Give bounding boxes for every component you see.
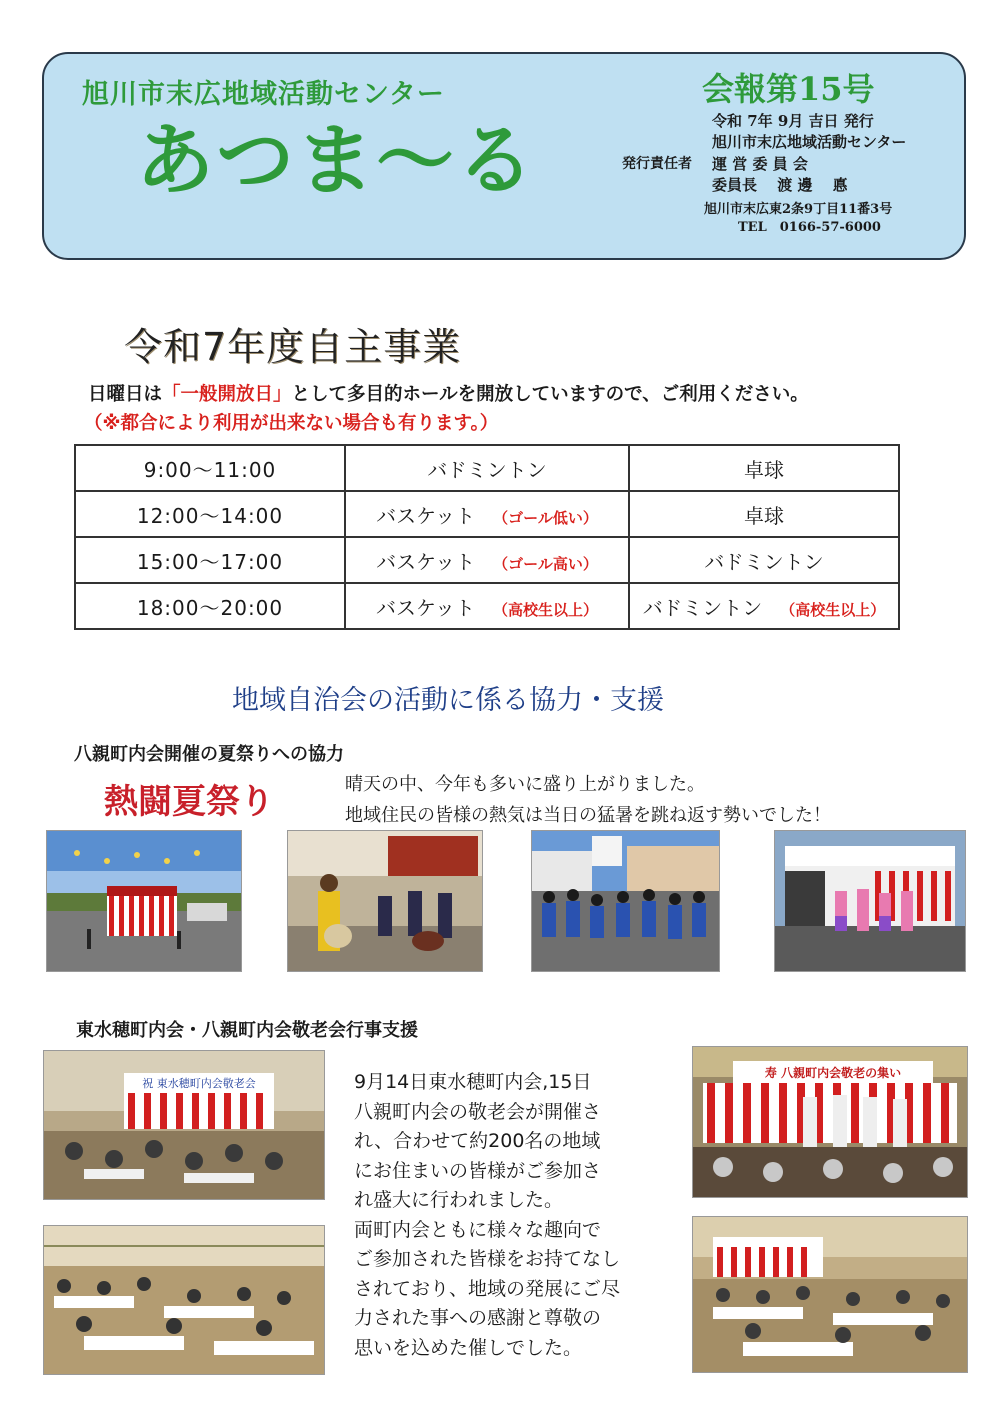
body-line: れ盛大に行われました。 bbox=[354, 1189, 564, 1211]
address: 旭川市末広東2条9丁目11番3号 bbox=[704, 202, 893, 217]
support-section-title: 地域自治会の活動に係る協力・支援 bbox=[232, 685, 664, 716]
banner-text-right: 寿 八親町内会敬老の集い bbox=[764, 1066, 902, 1080]
body-line: れ、合わせて約200名の地域 bbox=[354, 1130, 601, 1152]
activity-label: バドミントン bbox=[427, 457, 547, 482]
activity-label: 卓球 bbox=[744, 503, 784, 528]
body-line: ご参加された皆様をお持てなし bbox=[354, 1248, 621, 1270]
responsible-label: 発行責任者 bbox=[622, 156, 692, 172]
festival-description: 晴天の中、今年も多いに盛り上がりました。 bbox=[345, 774, 705, 795]
publish-date: 令和 7年 9月 吉日 発行 bbox=[712, 112, 874, 130]
activity-note: （ゴール高い） bbox=[493, 554, 598, 573]
activity-label: バスケット bbox=[376, 503, 476, 528]
keiro-photo-right-top bbox=[692, 1046, 968, 1198]
notice-line bbox=[88, 380, 809, 406]
festival-photo-taiko bbox=[287, 830, 483, 972]
table-row bbox=[75, 491, 899, 537]
festival-photo-dance bbox=[531, 830, 720, 972]
keiro-photo-left-bottom bbox=[43, 1225, 325, 1375]
activity-label: バドミントン bbox=[704, 549, 824, 574]
festival-heading: 八親町内会開催の夏祭りへの協力 bbox=[74, 744, 344, 765]
body-line: されており、地域の発展にご尽 bbox=[354, 1277, 621, 1300]
chair-name: 委員長 渡 邊 悳 bbox=[712, 176, 848, 194]
time-cell: 15:00～17:00 bbox=[75, 537, 345, 583]
committee-name: 運 営 委 員 会 bbox=[712, 155, 808, 173]
festival-title: 熱闘夏祭り bbox=[104, 782, 274, 822]
notice-highlight: 「一般開放日」 bbox=[162, 384, 292, 405]
body-line: にお住まいの皆様がご参加さ bbox=[354, 1159, 602, 1182]
issue-label: 会報第15号 bbox=[702, 70, 875, 108]
keiro-photo-right-bottom bbox=[692, 1216, 968, 1373]
keiro-description bbox=[354, 1068, 684, 1363]
activity-label: バスケット bbox=[375, 595, 475, 620]
activity-note: （高校生以上） bbox=[780, 600, 886, 619]
activity-cell bbox=[629, 491, 899, 537]
telephone: TEL 0166-57-6000 bbox=[738, 220, 881, 235]
center-name: 旭川市末広地域活動センター bbox=[82, 79, 445, 110]
body-line: 力された事への感謝と尊敬の bbox=[354, 1307, 602, 1329]
activity-label: バドミントン bbox=[642, 595, 763, 620]
schedule-table bbox=[74, 444, 900, 630]
festival-photo-stage bbox=[46, 830, 242, 972]
publisher-org: 旭川市末広地域活動センター bbox=[712, 133, 907, 151]
notice-caution: （※都合により利用が出来ない場合も有ります。） bbox=[84, 413, 499, 434]
body-line: 思いを込めた催しでした。 bbox=[354, 1336, 583, 1359]
table-row bbox=[75, 537, 899, 583]
activity-cell bbox=[345, 445, 629, 491]
time-cell: 12:00～14:00 bbox=[75, 491, 345, 537]
activity-cell bbox=[345, 537, 629, 583]
festival-photo-hula bbox=[774, 830, 966, 972]
body-line: 9月14日東水穂町内会,15日 bbox=[354, 1071, 592, 1093]
body-line: 両町内会ともに様々な趣向で bbox=[354, 1218, 602, 1241]
body-line: 八親町内会の敬老会が開催さ bbox=[354, 1100, 602, 1123]
activity-note: （高校生以上） bbox=[492, 600, 598, 619]
newsletter-title: あつま～る bbox=[136, 115, 537, 206]
activity-cell bbox=[345, 583, 629, 629]
activity-cell bbox=[345, 491, 629, 537]
table-row bbox=[75, 583, 899, 629]
activity-note: （ゴール低い） bbox=[493, 508, 598, 527]
time-cell: 9:00～11:00 bbox=[75, 445, 345, 491]
table-row bbox=[75, 445, 899, 491]
festival-description: 地域住民の皆様の熱気は当日の猛暑を跳ね返す勢いでした！ bbox=[345, 805, 831, 826]
banner-text-left: 祝 東水穂町内会敬老会 bbox=[142, 1077, 256, 1090]
notice-prefix: 日曜日は bbox=[88, 384, 163, 405]
activity-label: 卓球 bbox=[744, 457, 784, 482]
keiro-heading: 東水穂町内会・八親町内会敬老会行事支援 bbox=[76, 1020, 418, 1041]
activity-cell bbox=[629, 445, 899, 491]
keiro-photo-left-top bbox=[43, 1050, 325, 1200]
activity-cell bbox=[629, 537, 899, 583]
time-cell: 18:00～20:00 bbox=[75, 583, 345, 629]
activity-label: バスケット bbox=[376, 549, 476, 574]
notice-suffix: として多目的ホールを開放していますので、ご利用ください。 bbox=[291, 384, 809, 405]
section-title: 令和7年度自主事業 bbox=[124, 325, 462, 369]
activity-cell bbox=[629, 583, 899, 629]
